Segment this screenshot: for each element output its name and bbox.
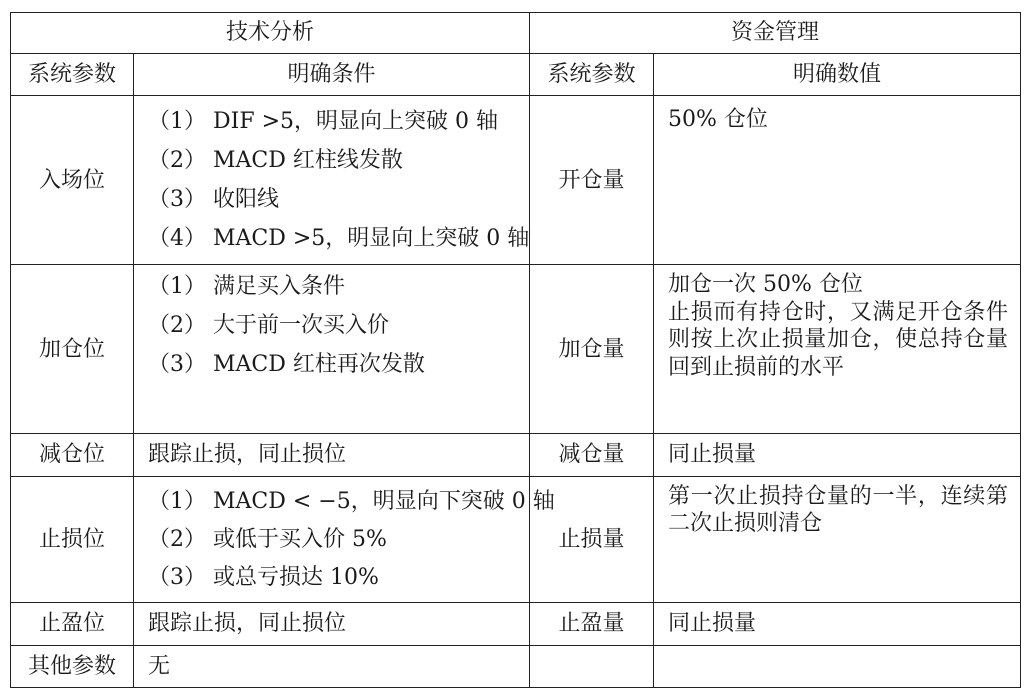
row-takeprofit — [11, 603, 1021, 645]
trading-system-table — [10, 12, 1021, 688]
stoploss-condition-1: （1） MACD < −5，明显向下突破 0 轴 — [148, 488, 555, 514]
row-stoploss — [11, 476, 1021, 603]
subheader-row — [11, 54, 1021, 96]
other-param: 其他参数 — [11, 645, 134, 687]
add-param: 加仓位 — [11, 265, 134, 434]
takeprofit-money-param: 止盈量 — [530, 603, 654, 645]
entry-param: 入场位 — [11, 96, 134, 265]
row-entry — [11, 96, 1021, 265]
subheader-system-param: 系统参数 — [11, 54, 134, 96]
entry-money-value-text: 50% 仓位 — [668, 107, 768, 133]
other-money-param — [530, 645, 654, 687]
stoploss-money-value: 第一次止损持仓量的一半，连续第二次止损则清仓 — [654, 476, 1021, 603]
add-money-value-line-2: 止损而有持仓时，又满足开仓条件则按上次止损量加仓，使总持仓量回到止损前的水平 — [668, 299, 1009, 380]
entry-money-param: 开仓量 — [530, 96, 654, 265]
header-tech-analysis: 技术分析 — [11, 13, 530, 54]
stoploss-conditions — [134, 476, 555, 603]
entry-conditions — [134, 96, 530, 265]
add-condition-3: （3） MACD 红柱再次发散 — [148, 352, 425, 378]
add-conditions — [134, 265, 530, 434]
add-condition-2: （2） 大于前一次买入价 — [148, 313, 389, 339]
add-money-param: 加仓量 — [530, 265, 654, 434]
subheader-explicit-value: 明确数值 — [654, 54, 1021, 96]
reduce-param: 减仓位 — [11, 434, 134, 476]
add-condition-1: （1） 满足买入条件 — [148, 274, 345, 300]
other-money-value — [654, 645, 1021, 687]
stoploss-condition-2: （2） 或低于买入价 5% — [148, 526, 387, 552]
entry-condition-3: （3） 收阳线 — [148, 187, 279, 213]
add-money-value-line-1: 加仓一次 50% 仓位 — [668, 272, 863, 298]
entry-condition-1: （1） DIF >5，明显向上突破 0 轴 — [148, 109, 498, 135]
entry-condition-4: （4） MACD >5，明显向上突破 0 轴 — [148, 226, 530, 252]
add-money-value — [654, 265, 1021, 434]
stoploss-money-param: 止损量 — [530, 476, 654, 603]
reduce-condition: 跟踪止损，同止损位 — [134, 434, 530, 476]
entry-condition-2: （2） MACD 红柱线发散 — [148, 148, 403, 174]
reduce-money-param: 减仓量 — [530, 434, 654, 476]
subheader-explicit-condition: 明确条件 — [134, 54, 530, 96]
stoploss-param: 止损位 — [11, 476, 134, 603]
takeprofit-condition: 跟踪止损，同止损位 — [134, 603, 530, 645]
header-row — [11, 13, 1021, 54]
entry-money-value — [654, 96, 1021, 265]
other-condition: 无 — [134, 645, 530, 687]
row-other — [11, 645, 1021, 687]
row-add — [11, 265, 1021, 434]
reduce-money-value: 同止损量 — [654, 434, 1021, 476]
row-reduce — [11, 434, 1021, 476]
takeprofit-param: 止盈位 — [11, 603, 134, 645]
header-money-management: 资金管理 — [530, 13, 1021, 54]
stoploss-condition-3: （3） 或总亏损达 10% — [148, 564, 379, 590]
subheader-system-param-money: 系统参数 — [530, 54, 654, 96]
takeprofit-money-value: 同止损量 — [654, 603, 1021, 645]
